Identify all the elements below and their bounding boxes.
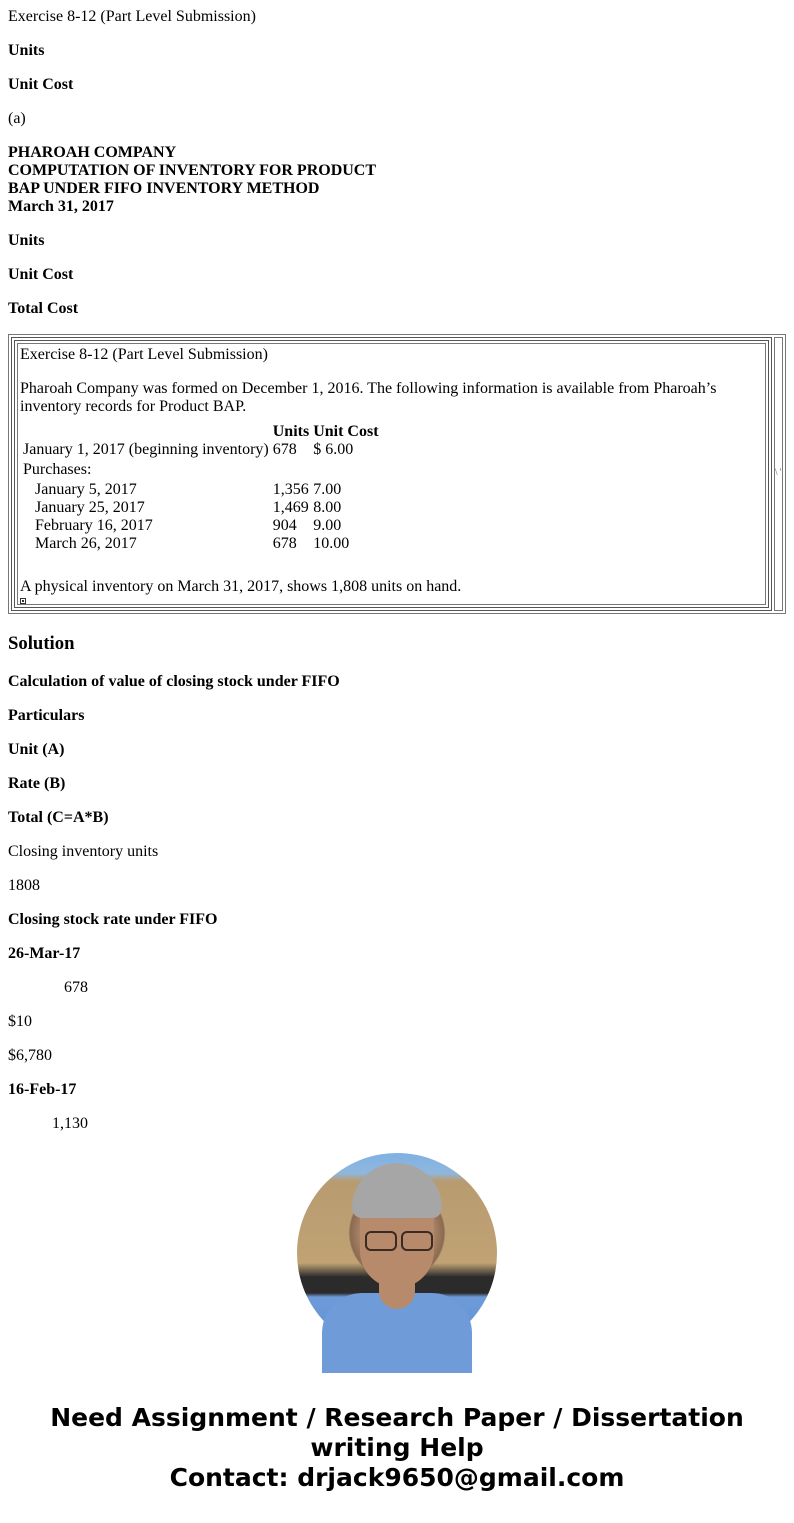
closing-units-value: 1808 (8, 877, 40, 894)
row-cost: 9.00 (313, 517, 342, 534)
header-units: Units (272, 423, 310, 440)
table-row (22, 460, 380, 480)
row-units: 1,469 (272, 499, 309, 516)
table-row (22, 518, 380, 534)
header-unit-cost: Unit Cost (313, 423, 379, 440)
report-title-line1: COMPUTATION OF INVENTORY FOR PRODUCT (8, 162, 377, 179)
row-cost: $ 6.00 (313, 441, 354, 458)
part-label: (a) (8, 110, 26, 127)
table-row (22, 536, 380, 552)
row-units: 1,356 (272, 481, 309, 498)
glasses-icon (365, 1231, 397, 1251)
report-title-line2: BAP UNDER FIFO INVENTORY METHOD (8, 180, 320, 197)
inventory-table (20, 422, 382, 554)
col-total: Total (C=A*B) (8, 809, 109, 826)
exercise-footer-note: A physical inventory on March 31, 2017, shows 1,808 units on hand. (20, 578, 462, 595)
row-cost: 8.00 (313, 499, 342, 516)
document-body (8, 0, 786, 1132)
unit-cost-label: Unit Cost (8, 76, 74, 93)
units-label: Units (8, 42, 45, 59)
table-row (22, 482, 380, 498)
entry-units: 678 (64, 979, 88, 996)
author-avatar (297, 1153, 497, 1353)
entry-date: 16-Feb-17 (8, 1081, 77, 1098)
row-label: January 1, 2017 (beginning inventory) (23, 441, 269, 458)
promo-contact[interactable]: Contact: drjack9650@gmail.com (169, 1463, 625, 1492)
exercise-box-title: Exercise 8-12 (Part Level Submission) (20, 346, 268, 363)
row-units: 678 (272, 441, 297, 458)
entry-rate: $10 (8, 1013, 32, 1030)
report-col-total-cost: Total Cost (8, 300, 79, 317)
broken-image-icon (20, 598, 26, 604)
row-units: 678 (272, 535, 297, 552)
entry-date: 26-Mar-17 (8, 945, 81, 962)
exercise-heading: Exercise 8-12 (Part Level Submission) (8, 8, 256, 25)
row-cost: 7.00 (313, 481, 342, 498)
exercise-intro: Pharoah Company was formed on December 1, 2016. The following information is available from Pharoah’s inventory records for Product BAP. (20, 380, 717, 415)
solution-subheading: Calculation of value of closing stock under FIFO (8, 673, 340, 690)
exercise-frame-main (11, 337, 772, 611)
report-header (8, 144, 376, 216)
row-label: Purchases: (23, 461, 92, 478)
row-cost (312, 460, 379, 480)
entry-total: $6,780 (8, 1047, 52, 1064)
row-units (272, 460, 310, 480)
row-label: January 25, 2017 (35, 499, 145, 516)
inventory-header-row (22, 424, 380, 440)
glasses-icon (401, 1231, 433, 1251)
closing-units-label: Closing inventory units (8, 843, 159, 860)
avatar-hair (352, 1163, 442, 1218)
exercise-side-cell (774, 337, 783, 611)
promo-line-2: writing Help (310, 1433, 484, 1462)
report-col-units: Units (8, 232, 45, 249)
table-row (22, 500, 380, 516)
row-label: January 5, 2017 (35, 481, 137, 498)
row-units: 904 (272, 517, 297, 534)
exercise-frame-border (14, 340, 769, 608)
row-cost: 10.00 (313, 535, 350, 552)
promo-line-1: Need Assignment / Research Paper / Dissertation (50, 1403, 744, 1432)
side-glyph: \ ' (775, 467, 782, 477)
report-company: PHAROAH COMPANY (8, 144, 177, 161)
entry-units: 1,130 (52, 1115, 88, 1132)
rate-heading: Closing stock rate under FIFO (8, 911, 218, 928)
col-unit: Unit (A) (8, 741, 65, 758)
row-label: March 26, 2017 (35, 535, 137, 552)
table-row (22, 442, 380, 458)
exercise-content (17, 343, 766, 605)
promo-banner (0, 1403, 794, 1493)
col-particulars: Particulars (8, 707, 85, 724)
header-label (22, 424, 270, 440)
exercise-frame (8, 334, 786, 614)
col-rate: Rate (B) (8, 775, 66, 792)
report-col-unit-cost: Unit Cost (8, 266, 74, 283)
row-label: February 16, 2017 (35, 517, 153, 534)
solution-heading: Solution (8, 633, 75, 654)
report-date: March 31, 2017 (8, 198, 114, 215)
